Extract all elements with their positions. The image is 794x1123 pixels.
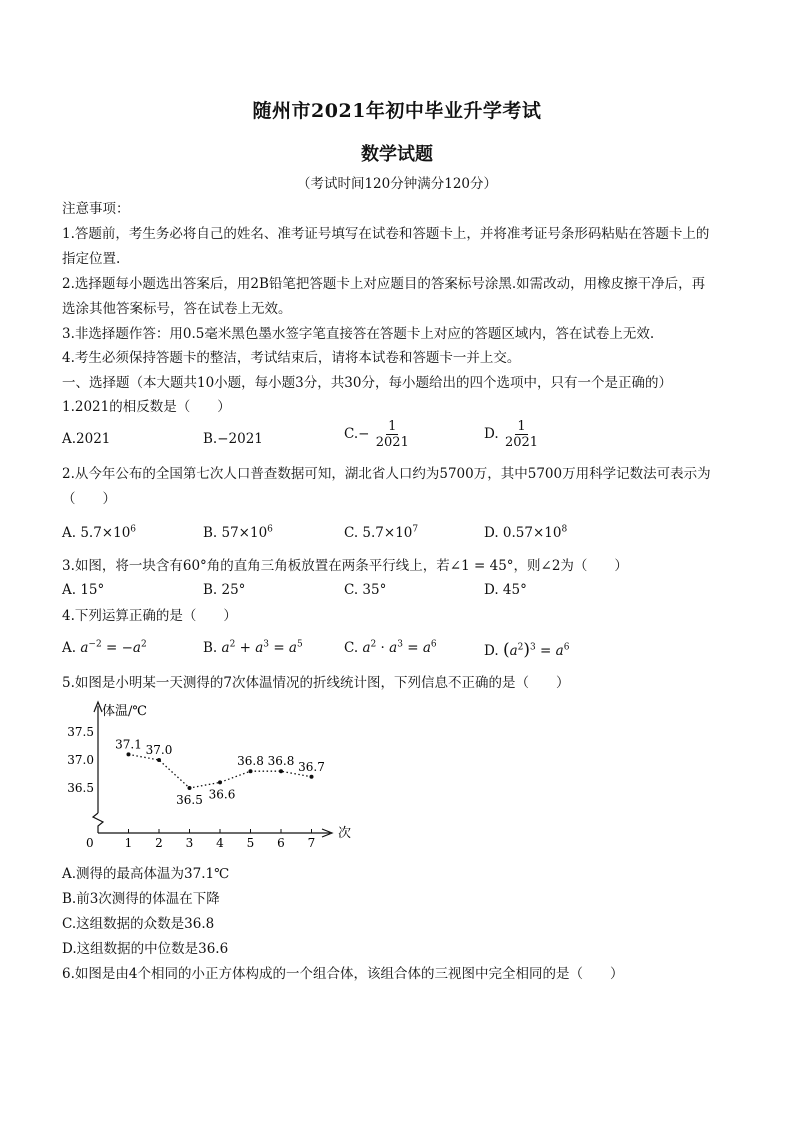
notice-item-1-cont: 指定位置. [62,251,121,267]
x-tick-label: 2 [155,836,163,848]
math-op: = − [105,640,133,656]
x-tick-label: 6 [277,836,285,848]
section-heading: 一、选择题（本大题共10小题，每小题3分，共30分，每小题给出的四个选项中，只有一个是正确的） [62,375,672,391]
data-label: 36.6 [208,787,236,802]
q6-stem: 6.如图是由4个相同的小正方体构成的一个组合体，该组合体的三视图中完全相同的是（ ） [62,966,624,982]
notice-item-2: 2.选择题每小题选出答案后，用2B铅笔把答题卡上对应题目的答案标号涂黑.如需改动，用橡皮擦干净后，再 [62,276,706,292]
exam-title: 随州市2021年初中毕业升学考试 [252,100,542,122]
q3-option-b: B. 25° [203,582,246,598]
fraction-denominator: 2021 [504,435,539,450]
x-tick-label: 1 [124,836,133,848]
q1-option-c-fraction [374,419,411,450]
math-var: a [132,640,141,656]
q2-stem-cont: （ ） [62,491,116,507]
y-axis-break [93,813,103,833]
q1-option-d-prefix: D. [484,426,499,442]
q1-option-c-prefix: C.− [344,426,370,442]
y-tick-label: 37.0 [67,753,94,767]
origin-label: 0 [86,836,94,848]
data-label: 36.7 [298,759,325,774]
math-op: = [407,640,419,656]
q5-option-a: A.测得的最高体温为37.1℃ [62,866,230,882]
q3-option-d: D. 45° [484,582,527,598]
x-tick-label: 4 [216,836,224,848]
math-var: a [362,640,371,656]
exponent: 2 [140,639,147,650]
q5-option-c: C.这组数据的众数是36.8 [62,916,215,932]
exponent: 6 [563,642,570,653]
data-label: 36.8 [237,754,264,769]
temperature-line-chart [60,698,360,848]
exam-subtitle: 数学试题 [361,144,433,165]
math-paren: ( [502,640,510,660]
q1-option-b: B.−2021 [203,431,263,447]
q2-stem: 2.从今年公布的全国第七次人口普查数据可知，湖北省人口约为5700万，其中5700万用科学记数法可表示为 [62,466,711,482]
chart-axes [93,702,332,837]
y-tick-label: 36.5 [67,781,94,795]
math-var: a [555,643,564,659]
data-label: 36.8 [267,754,295,769]
exam-info: （考试时间120分钟满分120分） [296,176,498,192]
data-label: 37.1 [115,737,142,752]
option-text: B. 57×10 [203,525,268,541]
data-point [249,769,253,773]
option-label: D. [484,643,499,659]
option-text: A. 5.7×10 [62,525,131,541]
q3-stem: 3.如图，将一块含有60°角的直角三角板放置在两条平行线上，若∠1 = 45°，则∠2为（ ） [62,558,628,574]
exponent: 7 [412,524,419,535]
exponent: 8 [561,524,568,535]
math-paren: ) [523,640,531,660]
exponent: 2 [229,639,236,650]
math-var: a [80,640,89,656]
notice-item-4: 4.考生必须保持答题卡的整洁，考试结束后，请将本试卷和答题卡一并上交。 [62,350,521,366]
math-var: a [389,640,398,656]
q2-option-d [484,525,567,541]
q5-option-d: D.这组数据的中位数是36.6 [62,941,229,957]
math-var: a [288,640,297,656]
q3-option-c: C. 35° [344,582,387,598]
q4-option-a [62,640,147,656]
q1-option-d-fraction [503,419,540,450]
q4-option-c [344,640,437,656]
fraction-numerator: 1 [517,419,526,434]
option-label: A. [62,640,77,656]
q1-option-d [484,419,540,450]
fraction-numerator: 1 [388,419,397,434]
notice-item-1: 1.答题前，考生务必将自己的姓名、准考证号填写在试卷和答题卡上，并将准考证号条形码粘贴在答题卡上的 [62,226,710,242]
math-var: a [422,640,431,656]
option-text: C. 5.7×10 [344,525,413,541]
x-tick-label: 5 [246,836,255,848]
fraction-denominator: 2021 [375,435,409,450]
chart-marks [67,725,325,848]
data-point [218,780,222,784]
option-label: C. [344,640,359,656]
notice-item-2-cont: 选涂其他答案标号，答在试卷上无效。 [62,301,292,317]
notice-item-3: 3.非选择题作答：用0.5毫米黑色墨水签字笔直接答在答题卡上对应的答题区域内，答在试卷上无效. [62,326,655,342]
notice-heading: 注意事项： [62,201,130,217]
exponent: 2 [517,642,524,653]
data-point [188,786,192,790]
y-axis-label: 体温/℃ [102,704,147,719]
q3-option-a: A. 15° [62,582,105,598]
q5-option-b: B.前3次测得的体温在下降 [62,891,220,907]
q1-option-a: A.2021 [62,431,111,447]
data-point [157,758,161,762]
exponent: 2 [370,639,377,650]
exponent: 6 [130,524,137,535]
exponent: −2 [88,639,102,650]
data-label: 37.0 [145,743,173,757]
x-axis-label: 次 [338,826,352,841]
math-op: = [273,640,285,656]
q2-option-c [344,525,418,541]
q2-option-b [203,525,273,541]
data-point [310,775,314,779]
q4-option-b [203,640,303,656]
q1-stem: 1.2021的相反数是（ ） [62,399,231,415]
q2-option-a [62,525,136,541]
q4-stem: 4.下列运算正确的是（ ） [62,608,237,624]
math-var: a [255,640,264,656]
math-op: · [380,640,385,656]
option-text: D. 0.57×10 [484,525,562,541]
exponent: 3 [263,639,270,650]
math-var: a [509,643,518,659]
exponent: 6 [267,524,273,535]
q1-option-c [344,419,411,450]
x-tick-label: 3 [185,836,194,848]
exponent: 3 [530,642,536,653]
x-tick-label: 7 [307,836,316,848]
math-op: + [239,640,251,656]
option-label: B. [203,640,218,656]
y-tick-label: 37.5 [67,725,94,739]
exponent: 6 [430,639,437,650]
math-op: = [540,643,552,659]
exponent: 3 [397,639,403,650]
math-var: a [221,640,230,656]
q4-option-d [484,640,569,660]
data-point [127,752,131,756]
q5-stem: 5.如图是小明某一天测得的7次体温情况的折线统计图，下列信息不正确的是（ ） [62,675,570,691]
data-label: 36.5 [176,793,203,807]
data-point [279,769,283,773]
exponent: 5 [296,639,303,650]
